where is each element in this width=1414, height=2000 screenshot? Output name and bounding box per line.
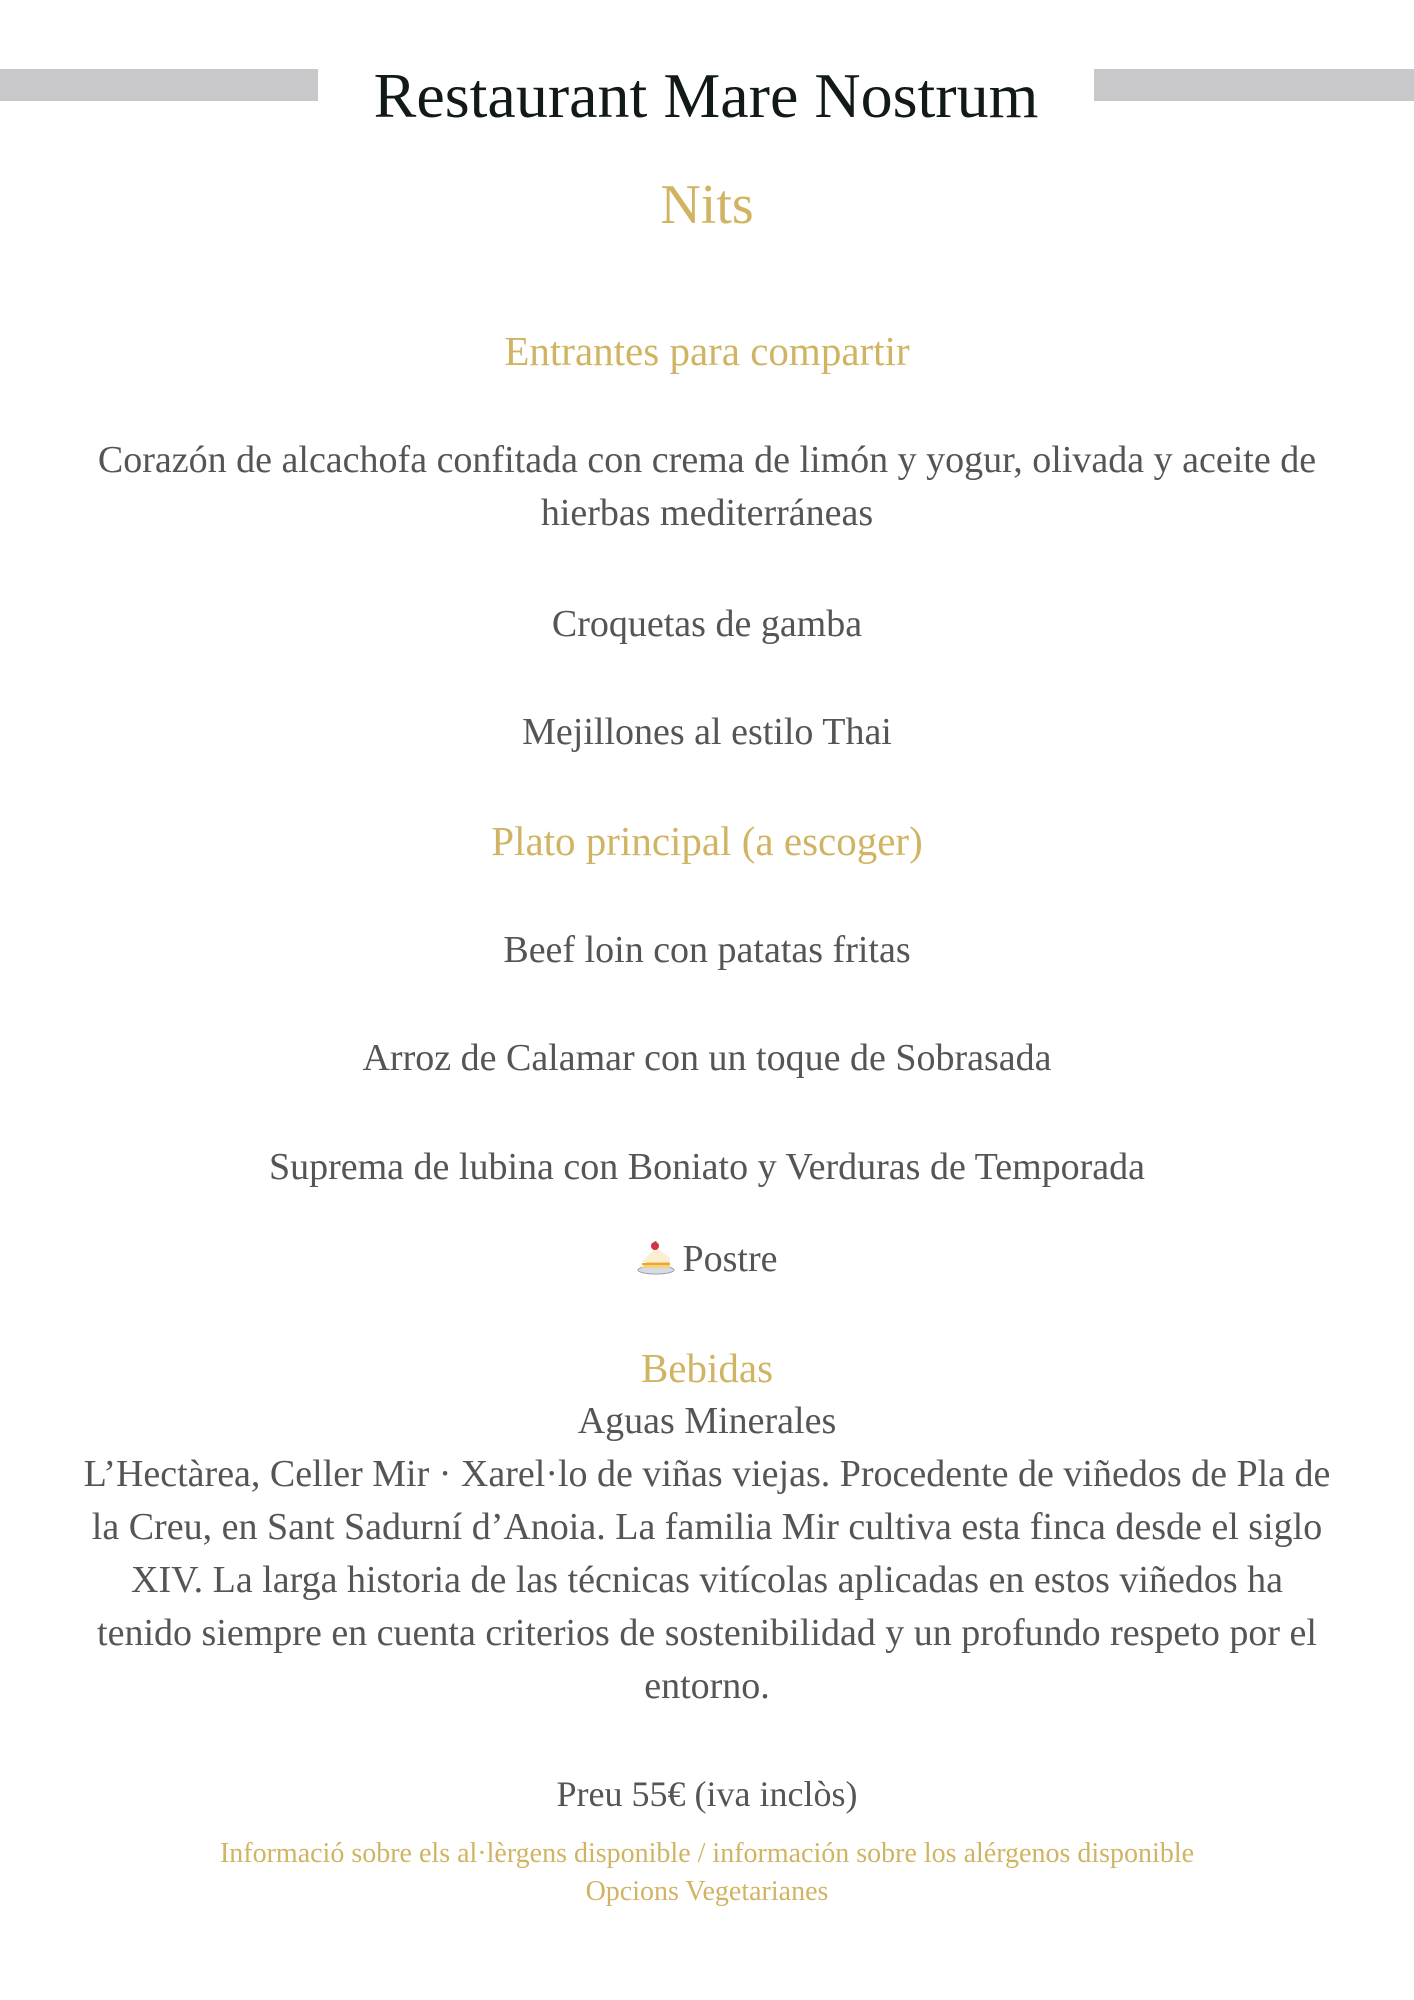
menu-subtitle: Nits xyxy=(660,174,754,236)
cake-icon xyxy=(637,1237,675,1271)
main-item: Beef loin con patatas fritas xyxy=(503,929,911,971)
starter-item: Croquetas de gamba xyxy=(551,603,863,645)
starter-item: Corazón de alcachofa confitada con crema de limón y yogur, olivada y aceite de hierbas mediterráneas xyxy=(97,439,1317,534)
allergen-info: Informació sobre els al·lèrgens disponible / información sobre los alérgenos disponible xyxy=(219,1838,1195,1869)
dessert-item xyxy=(0,1233,1414,1286)
section-heading-main: Plato principal (a escoger) xyxy=(491,818,923,864)
restaurant-title: Restaurant Mare Nostrum xyxy=(373,60,1039,131)
starter-item: Mejillones al estilo Thai xyxy=(522,711,892,753)
price: Preu 55€ (iva inclòs) xyxy=(556,1774,858,1814)
decorative-bar-right xyxy=(1094,69,1414,101)
section-heading-starters: Entrantes para compartir xyxy=(504,328,910,374)
vegetarian-options: Opcions Vegetarianes xyxy=(585,1876,829,1907)
main-item: Suprema de lubina con Boniato y Verduras de Temporada xyxy=(268,1146,1146,1188)
section-heading-drinks: Bebidas xyxy=(640,1345,774,1391)
decorative-bar-left xyxy=(0,69,318,101)
drink-water: Aguas Minerales xyxy=(577,1400,837,1442)
dessert-label: Postre xyxy=(682,1238,778,1280)
wine-description: L’Hectàrea, Celler Mir · Xarel·lo de viñas viejas. Procedente de viñedos de Pla de la Creu, en Sant Sadurní d’Anoia. La familia Mir cultiva esta finca desde el siglo XIV. La larga historia de las técnicas vitícolas aplicadas en estos viñedos ha tenido siempre en cuenta criterios de sostenibilidad y un profundo respeto por el entorno. xyxy=(83,1453,1331,1707)
main-item: Arroz de Calamar con un toque de Sobrasada xyxy=(362,1037,1052,1079)
